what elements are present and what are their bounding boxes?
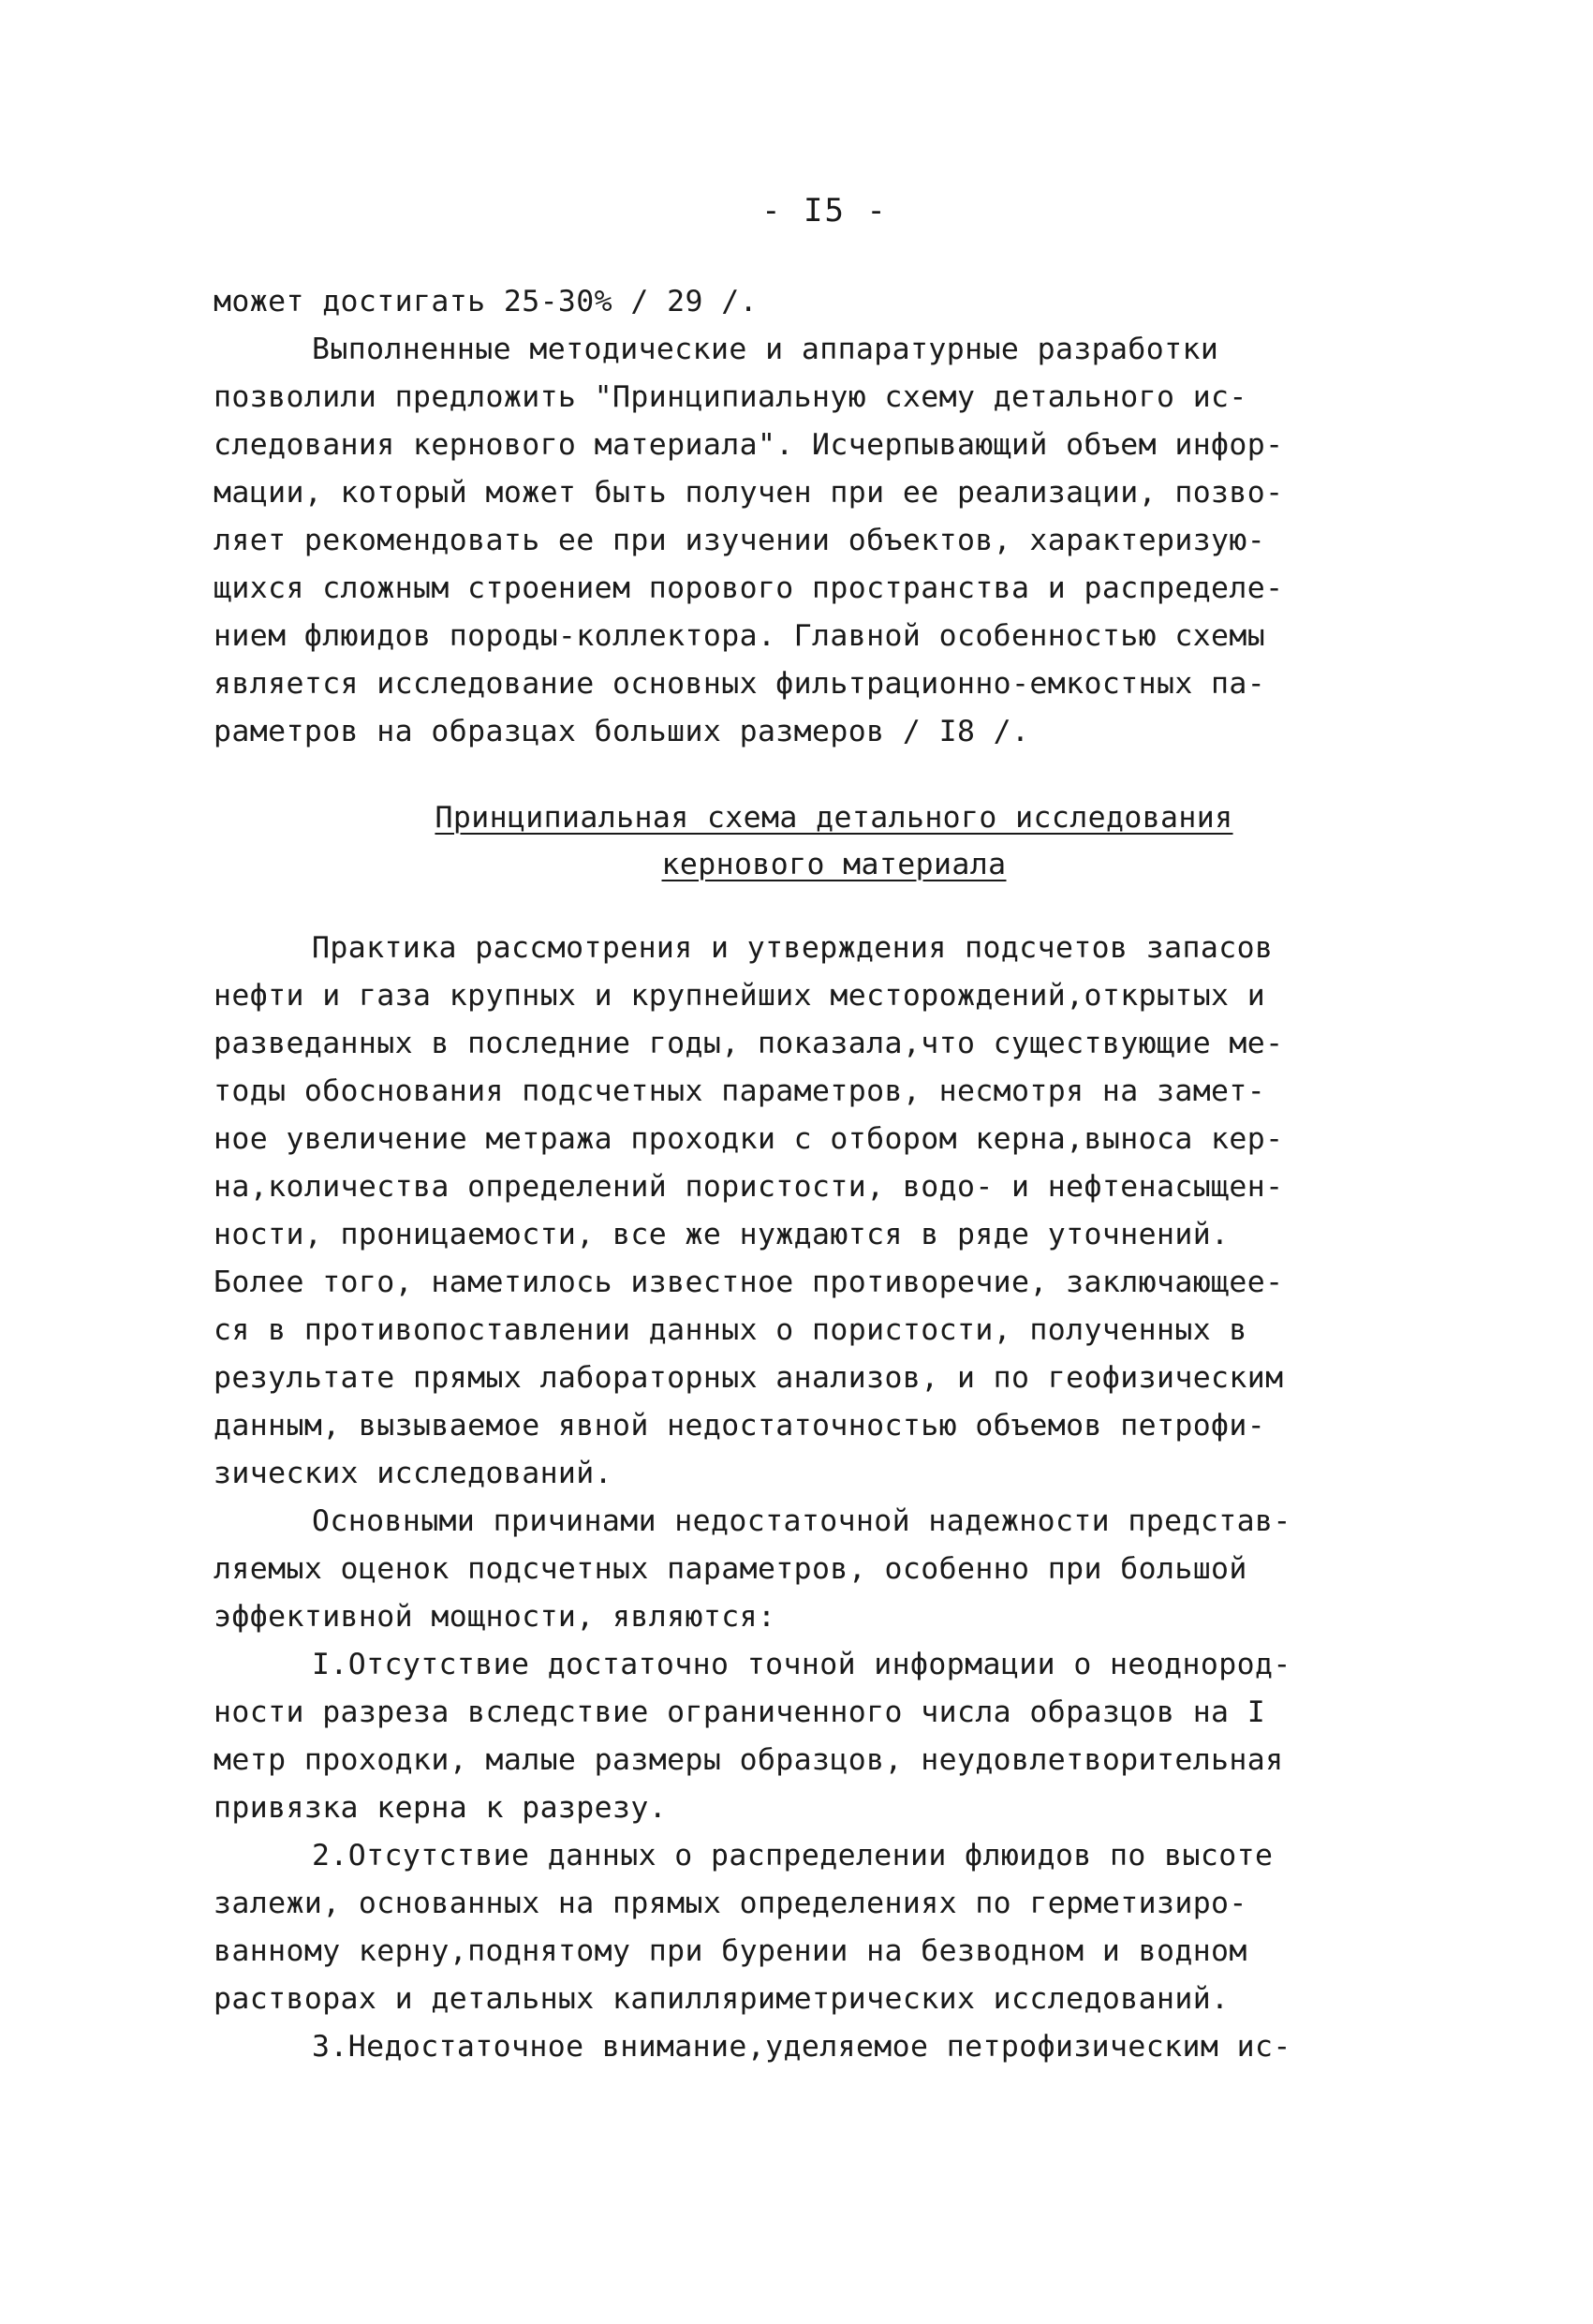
text-line: на,количества определений пористости, водо- и нефтенасыщен- xyxy=(214,1170,1284,1204)
text-line: разведанных в последние годы, показала,что существующие ме- xyxy=(214,1027,1284,1060)
text-line: данным, вызываемое явной недостаточностью объемов петрофи- xyxy=(214,1409,1266,1443)
list-item-2: 2.Отсутствие данных о распределении флюидов по высоте xyxy=(312,1839,1274,1873)
list-item-3: 3.Недостаточное внимание,уделяемое петрофизическим ис- xyxy=(312,2030,1291,2064)
text-line: метр проходки, малые размеры образцов, неудовлетворительная xyxy=(214,1743,1284,1777)
text-line: ности разреза вследствие ограниченного числа образцов на I xyxy=(214,1695,1266,1729)
text-line: раметров на образцах больших размеров / I8 /. xyxy=(214,715,1030,748)
text-line: ванному керну,поднятому при бурении на безводном и водном xyxy=(214,1934,1247,1968)
text-line: Практика рассмотрения и утверждения подсчетов запасов xyxy=(312,931,1274,965)
section-title-line-1: Принципиальная схема детального исследования xyxy=(435,801,1233,835)
section-heading xyxy=(0,794,1593,888)
text-line: является исследование основных фильтрационно-емкостных па- xyxy=(214,667,1266,701)
text-line: нефти и газа крупных и крупнейших месторождений,открытых и xyxy=(214,979,1266,1013)
text-line: ляет рекомендовать ее при изучении объектов, характеризую- xyxy=(214,524,1266,557)
text-line: растворах и детальных капилляриметрических исследований. xyxy=(214,1982,1230,2016)
text-line: ности, проницаемости, все же нуждаются в ряде уточнений. xyxy=(214,1218,1230,1251)
text-line: ся в противопоставлении данных о пористости, полученных в xyxy=(214,1313,1247,1347)
text-line: позволили предложить "Принципиальную схему детального ис- xyxy=(214,380,1247,414)
text-line: привязка керна к разрезу. xyxy=(214,1791,668,1825)
text-line: ляемых оценок подсчетных параметров, особенно при большой xyxy=(214,1552,1247,1586)
text-line: результате прямых лабораторных анализов, и по геофизическим xyxy=(214,1361,1284,1395)
text-line: ное увеличение метража проходки с отбором керна,выноса кер- xyxy=(214,1122,1284,1156)
page-number: - I5 - xyxy=(761,192,888,229)
intro-text-block xyxy=(214,278,1422,756)
text-line: Выполненные методические и аппаратурные разработки xyxy=(312,333,1219,366)
body-text-block xyxy=(214,925,1422,2071)
text-line: нием флюидов породы-коллектора. Главной особенностью схемы xyxy=(214,619,1266,653)
text-line: Более того, наметилось известное противоречие, заключающее- xyxy=(214,1266,1284,1299)
text-line: мации, который может быть получен при ее реализации, позво- xyxy=(214,476,1284,510)
text-line: следования кернового материала". Исчерпывающий объем инфор- xyxy=(214,428,1284,462)
text-line: залежи, основанных на прямых определениях по герметизиро- xyxy=(214,1887,1247,1920)
text-line: может достигать 25-30% / 29 /. xyxy=(214,285,758,318)
list-item-1: I.Отсутствие достаточно точной информации о неоднород- xyxy=(312,1648,1291,1681)
section-title-line-2: кернового материала xyxy=(661,848,1007,881)
text-line: зических исследований. xyxy=(214,1457,613,1490)
text-line: эффективной мощности, являются: xyxy=(214,1600,776,1634)
text-line: Основными причинами недостаточной надежности представ- xyxy=(312,1504,1291,1538)
text-line: щихся сложным строением порового пространства и распределе- xyxy=(214,571,1284,605)
text-line: тоды обоснования подсчетных параметров, несмотря на замет- xyxy=(214,1074,1266,1108)
